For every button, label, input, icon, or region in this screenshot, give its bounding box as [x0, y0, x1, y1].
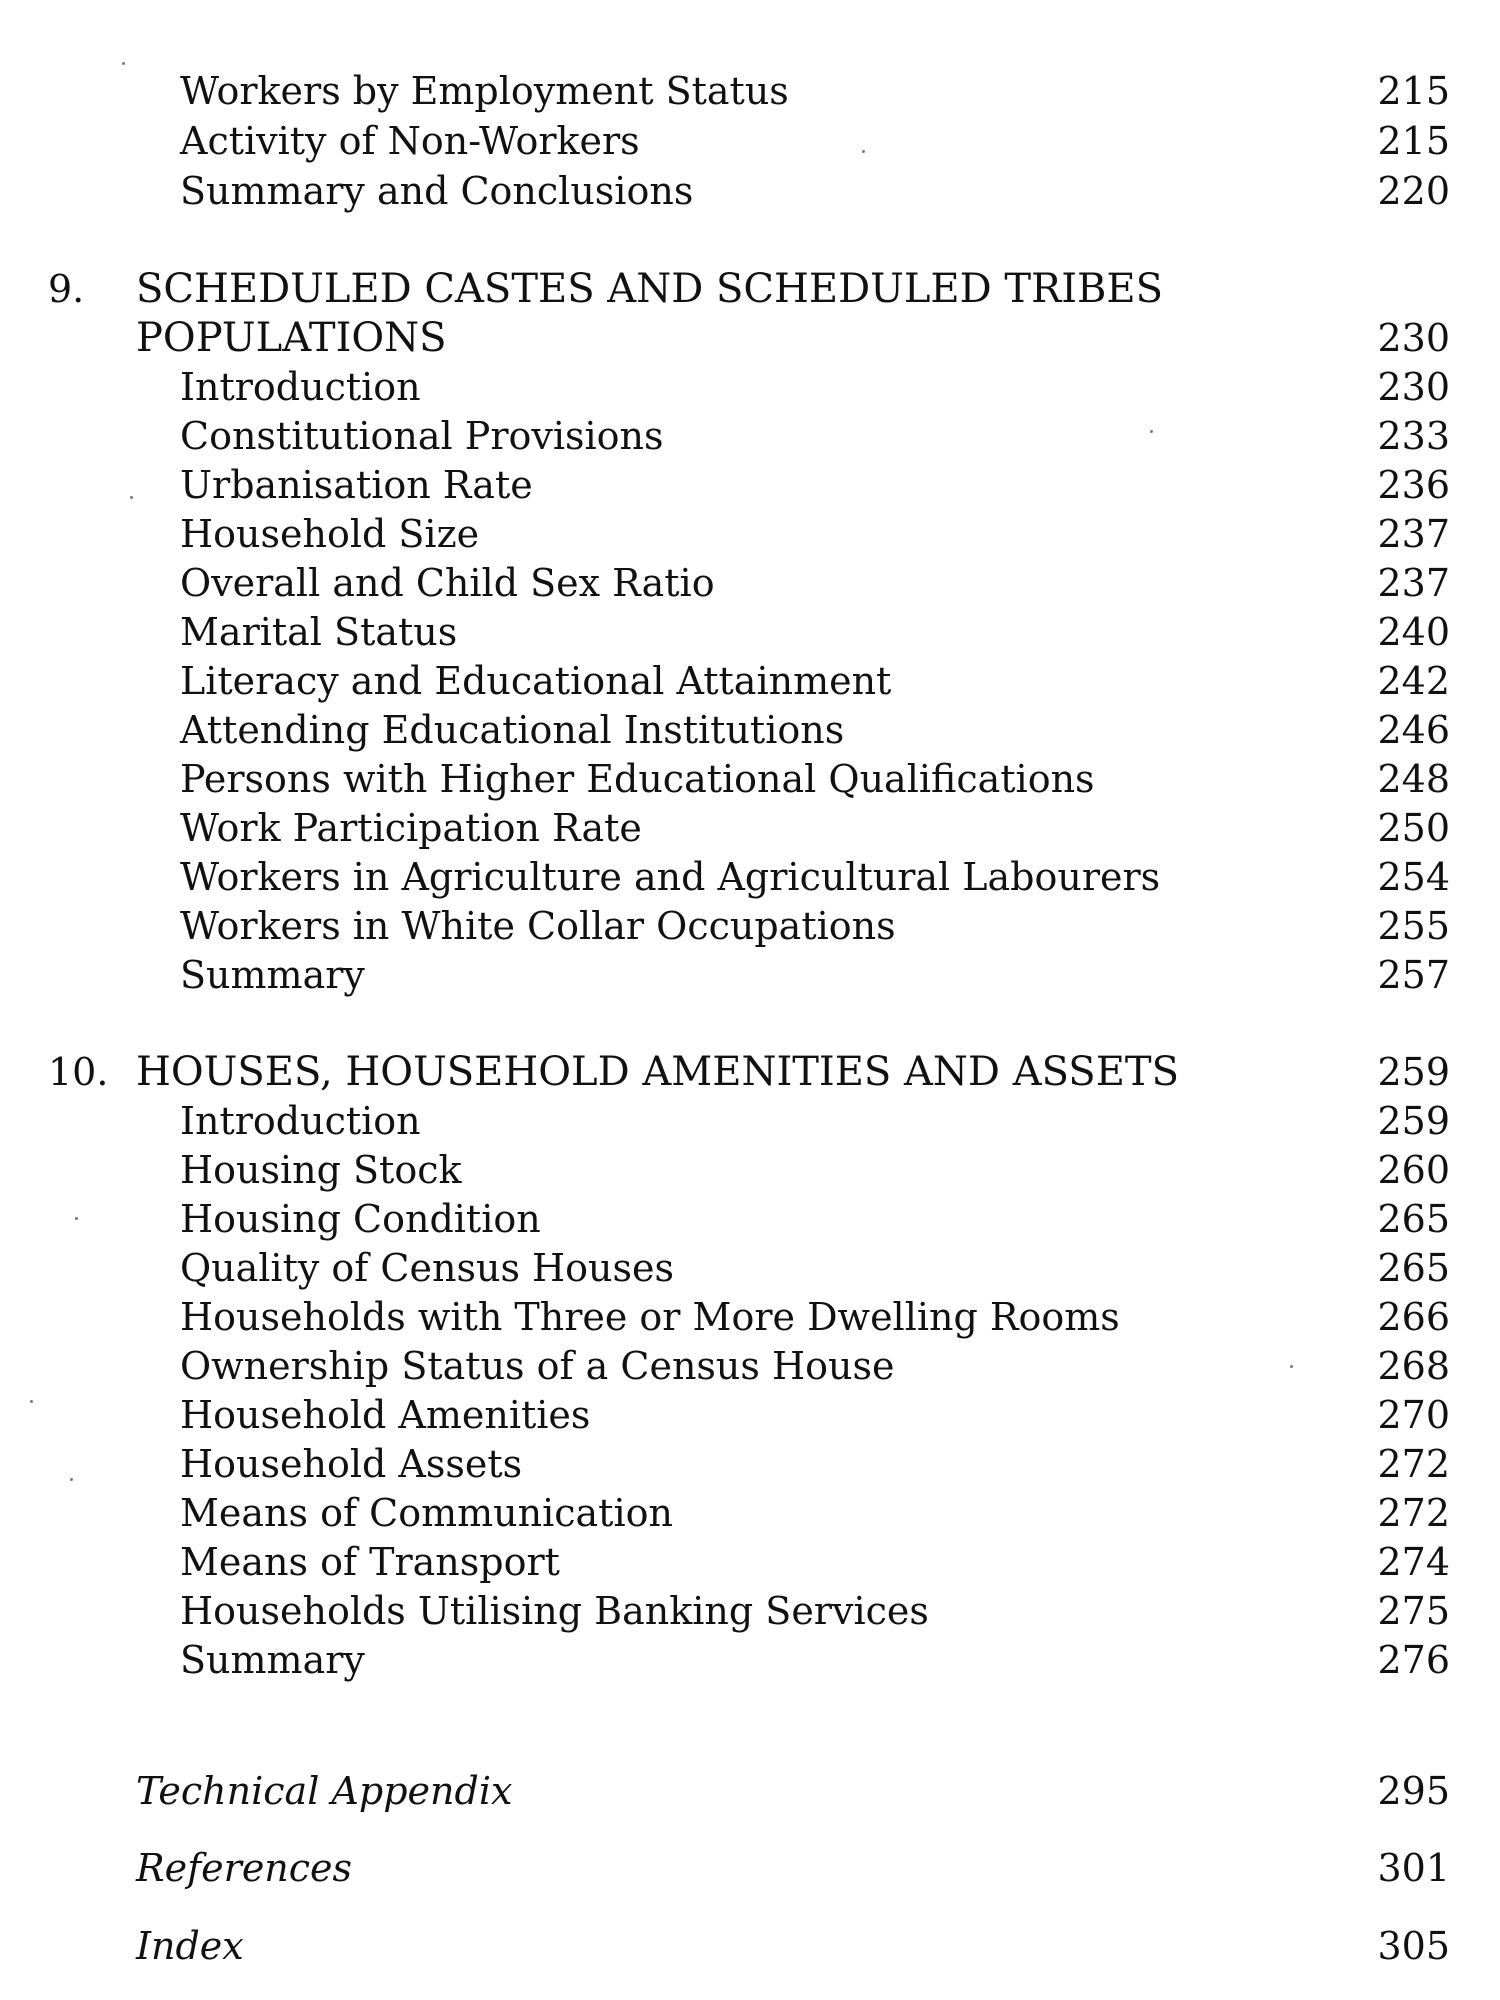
- scan-speck: [1150, 430, 1153, 433]
- toc-entry-page: 255: [1377, 904, 1450, 948]
- toc-entry: [0, 1537, 1500, 1587]
- toc-entry-title: Constitutional Provisions: [180, 414, 664, 458]
- chapter-title: HOUSES, HOUSEHOLD AMENITIES AND ASSETS: [136, 1049, 1179, 1095]
- toc-entry-page: 254: [1377, 855, 1450, 899]
- toc-entry-page: 236: [1377, 463, 1450, 507]
- toc-entry: [0, 901, 1500, 951]
- toc-entry: [0, 1341, 1500, 1391]
- back-matter-title: Technical Appendix: [136, 1769, 513, 1813]
- toc-entry-page: 246: [1377, 708, 1450, 752]
- toc-entry-title: Means of Transport: [180, 1540, 560, 1584]
- back-matter-title: Index: [136, 1924, 244, 1968]
- toc-entry-page: 276: [1377, 1638, 1450, 1682]
- back-matter-title: References: [136, 1846, 353, 1890]
- scan-speck: [70, 1478, 73, 1481]
- back-matter-page: 295: [1377, 1769, 1450, 1813]
- toc-entry-title: Household Amenities: [180, 1393, 591, 1437]
- toc-entry-title: Housing Condition: [180, 1197, 541, 1241]
- toc-entry-page: 259: [1377, 1099, 1450, 1143]
- toc-entry-title: Quality of Census Houses: [180, 1246, 674, 1290]
- toc-entry: [0, 803, 1500, 853]
- scan-speck: [122, 62, 125, 65]
- chapter-page: 230: [1377, 316, 1450, 360]
- back-matter-entry: [0, 1766, 1500, 1816]
- scan-speck: [130, 496, 133, 499]
- back-matter-entry: [0, 1921, 1500, 1971]
- toc-entry: [0, 1292, 1500, 1342]
- toc-entry-page: 240: [1377, 610, 1450, 654]
- back-matter-page: 305: [1377, 1924, 1450, 1968]
- chapter-number: 9.: [48, 267, 85, 311]
- toc-entry: [0, 66, 1500, 116]
- back-matter-page: 301: [1377, 1846, 1450, 1890]
- toc-entry: [0, 1145, 1500, 1195]
- toc-entry-title: Marital Status: [180, 610, 458, 654]
- scan-speck: [862, 150, 865, 153]
- toc-entry-title: Overall and Child Sex Ratio: [180, 561, 715, 605]
- toc-entry: [0, 754, 1500, 804]
- toc-entry-title: Introduction: [180, 365, 421, 409]
- chapter-number: 10.: [48, 1050, 109, 1094]
- toc-entry-page: 242: [1377, 659, 1450, 703]
- toc-entry-title: Activity of Non-Workers: [180, 119, 640, 163]
- toc-entry-page: 220: [1377, 169, 1450, 213]
- toc-entry-page: 270: [1377, 1393, 1450, 1437]
- toc-entry-title: Households Utilising Banking Services: [180, 1589, 929, 1633]
- toc-entry: [0, 1390, 1500, 1440]
- chapter-heading: [0, 264, 1500, 314]
- toc-entry-title: Summary and Conclusions: [180, 169, 694, 213]
- chapter-title: POPULATIONS: [136, 315, 447, 361]
- toc-entry-page: 237: [1377, 561, 1450, 605]
- chapter-page: 259: [1377, 1050, 1450, 1094]
- toc-entry-page: 268: [1377, 1344, 1450, 1388]
- toc-entry-page: 233: [1377, 414, 1450, 458]
- toc-entry-title: Persons with Higher Educational Qualifications: [180, 757, 1095, 801]
- toc-entry: [0, 1488, 1500, 1538]
- chapter-heading: [0, 1047, 1500, 1097]
- toc-entry-title: Households with Three or More Dwelling Rooms: [180, 1295, 1120, 1339]
- toc-entry: [0, 166, 1500, 216]
- toc-entry: [0, 1586, 1500, 1636]
- toc-entry-title: Means of Communication: [180, 1491, 673, 1535]
- toc-entry: [0, 1096, 1500, 1146]
- scan-speck: [1290, 1365, 1293, 1368]
- toc-entry: [0, 509, 1500, 559]
- toc-entry-page: 265: [1377, 1246, 1450, 1290]
- toc-entry-title: Workers by Employment Status: [180, 69, 789, 113]
- toc-entry: [0, 1243, 1500, 1293]
- toc-entry-page: 230: [1377, 365, 1450, 409]
- toc-entry-page: 248: [1377, 757, 1450, 801]
- toc-entry: [0, 558, 1500, 608]
- toc-entry: [0, 362, 1500, 412]
- toc-entry-title: Work Participation Rate: [180, 806, 642, 850]
- toc-entry: [0, 1635, 1500, 1685]
- toc-entry-page: 272: [1377, 1442, 1450, 1486]
- toc-entry-page: 250: [1377, 806, 1450, 850]
- toc-entry-page: 215: [1377, 69, 1450, 113]
- toc-entry-title: Household Size: [180, 512, 480, 556]
- toc-entry: [0, 116, 1500, 166]
- chapter-title: SCHEDULED CASTES AND SCHEDULED TRIBES: [136, 266, 1163, 312]
- toc-entry-page: 266: [1377, 1295, 1450, 1339]
- toc-entry-title: Housing Stock: [180, 1148, 462, 1192]
- toc-entry-title: Summary: [180, 1638, 365, 1682]
- toc-entry-page: 260: [1377, 1148, 1450, 1192]
- toc-entry: [0, 607, 1500, 657]
- toc-entry: [0, 411, 1500, 461]
- toc-entry-title: Urbanisation Rate: [180, 463, 533, 507]
- scan-speck: [75, 1217, 78, 1220]
- toc-entry-title: Summary: [180, 953, 365, 997]
- toc-entry-page: 257: [1377, 953, 1450, 997]
- toc-entry-title: Workers in Agriculture and Agricultural Labourers: [180, 855, 1161, 899]
- toc-entry-page: 275: [1377, 1589, 1450, 1633]
- toc-entry: [0, 705, 1500, 755]
- scan-speck: [30, 1400, 33, 1403]
- toc-entry-title: Introduction: [180, 1099, 421, 1143]
- chapter-heading-continued: [0, 313, 1500, 363]
- toc-entry-title: Household Assets: [180, 1442, 523, 1486]
- toc-entry-page: 215: [1377, 119, 1450, 163]
- toc-entry: [0, 950, 1500, 1000]
- toc-entry-page: 265: [1377, 1197, 1450, 1241]
- back-matter-entry: [0, 1843, 1500, 1893]
- toc-entry-page: 272: [1377, 1491, 1450, 1535]
- toc-entry-page: 274: [1377, 1540, 1450, 1584]
- toc-entry: [0, 656, 1500, 706]
- toc-entry: [0, 460, 1500, 510]
- toc-entry: [0, 1439, 1500, 1489]
- toc-entry-title: Literacy and Educational Attainment: [180, 659, 892, 703]
- toc-entry-title: Workers in White Collar Occupations: [180, 904, 896, 948]
- toc-entry: [0, 852, 1500, 902]
- toc-entry-title: Attending Educational Institutions: [180, 708, 845, 752]
- toc-entry-title: Ownership Status of a Census House: [180, 1344, 895, 1388]
- toc-entry: [0, 1194, 1500, 1244]
- toc-entry-page: 237: [1377, 512, 1450, 556]
